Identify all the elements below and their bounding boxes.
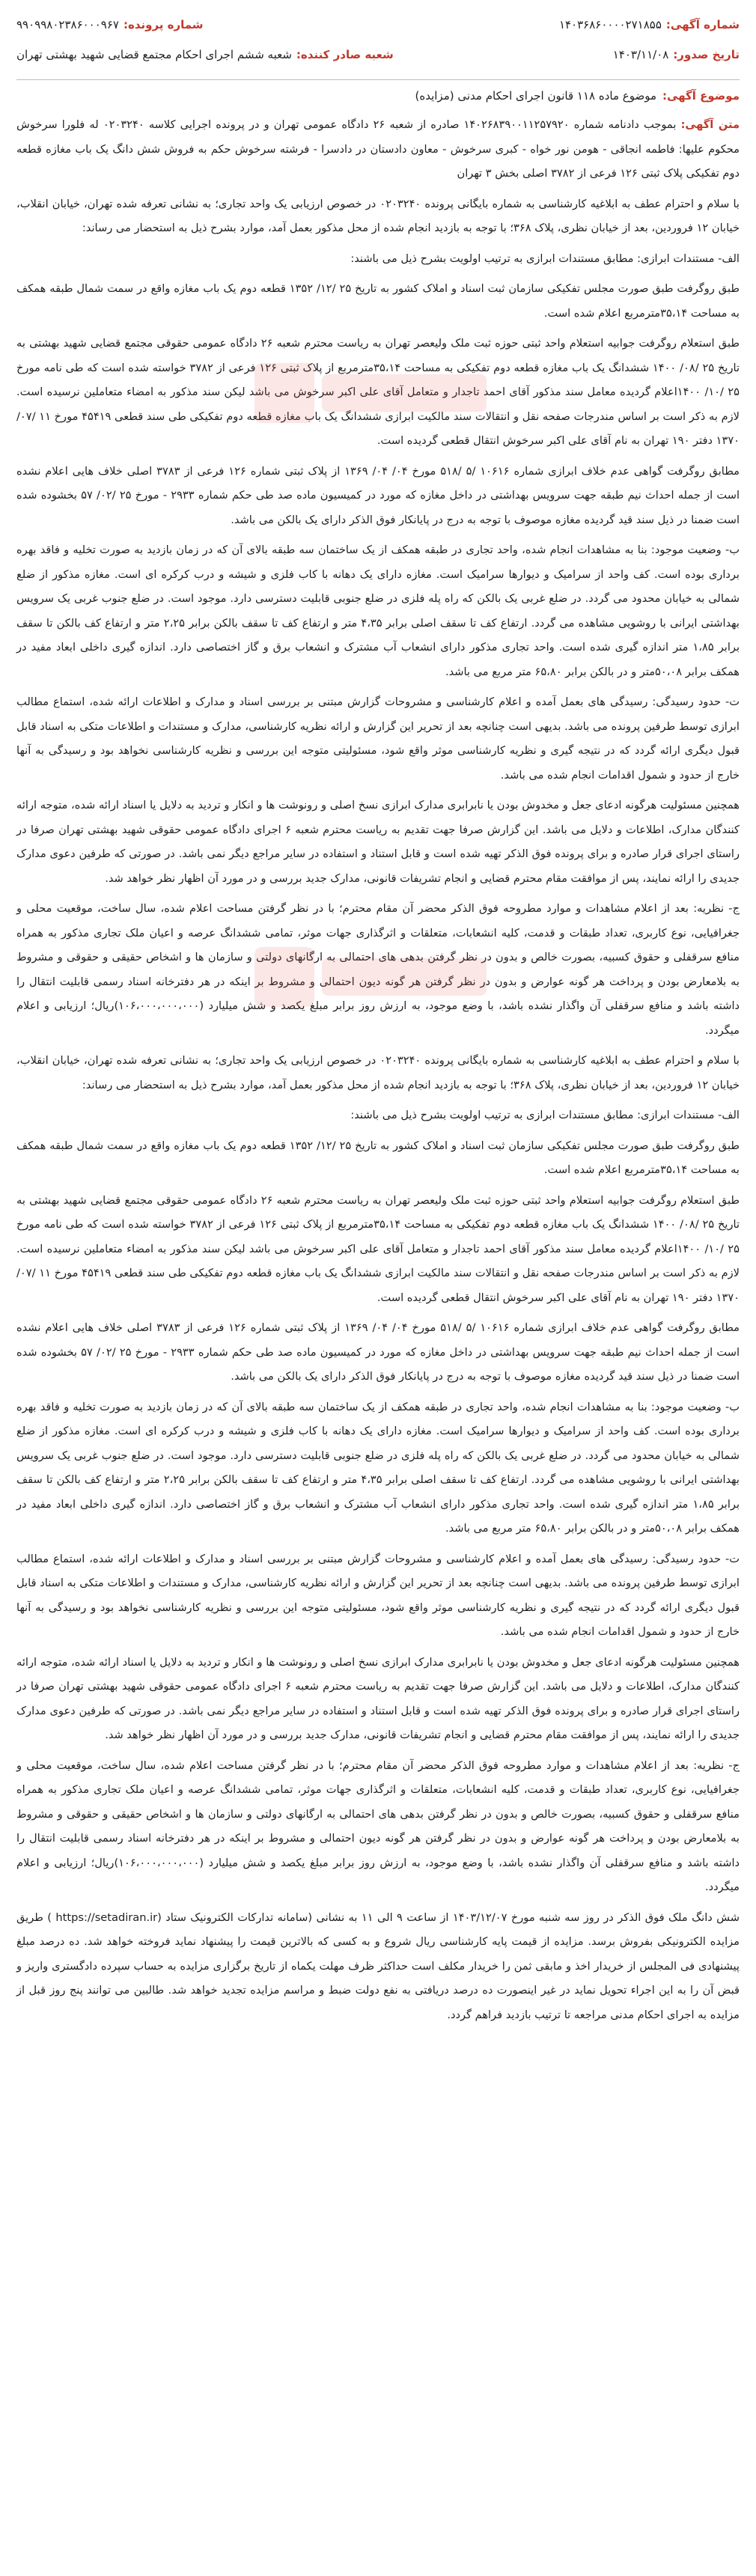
body-paragraph: طبق استعلام روگرفت جوابیه استعلام واحد ثبتی حوزه ثبت ملک ولیعصر تهران به ریاست محترم شعبه ۲۶ دادگاه عمومی حقوقی مجتمع قضایی شهید بهشتی به تاریخ ۲۵ /۰۸/ ۱۴۰۰ ششدانگ یک باب مغازه قطعه دوم تفکیکی به مساحت ۳۵،۱۴مترمربع از پلاک ثبتی ۱۲۶ فرعی از ۳۷۸۲ خواسته شده است که طی نامه مورخ ۲۵ /۱۰/ ۱۴۰۰اعلام گردیده معامل سند مذکور آقای احمد تاجدار و متعامل آقای علی اکبر سرخوش می باشد لیکن سند مذکور به امضاء متعاملین نرسیده است. لازم به ذکر است بر اساس مندرجات صفحه نقل و انتقالات سند مالکیت ابرازی ششدانگ یک باب مغازه قطعه دوم تفکیکی طی سند قطعی ۴۵۴۱۹ مورخ ۱۱ /۰۷/ ۱۳۷۰ دفتر ۱۹۰ تهران به نام آقای علی اکبر سرخوش انتقال قطعی گردیده است. (16, 337, 740, 447)
tracking-number-label: شماره پرونده: (123, 18, 204, 31)
body-paragraph: ت- حدود رسیدگی: رسیدگی های بعمل آمده و اعلام کارشناسی و مشروحات گزارش مبتنی بر بررسی اسناد و مدارک و اطلاعات ارائه شده، استماع مطالب ابرازی توسط طرفین پرونده می باشد. بدیهی است چنانچه بعد از تحریر این گزارش و ارائه نظریه کارشناسی، مدارک و مستندات و اطلاعات متکی به اسناد قابل قبول دیگری ارائه گردد که در نتیجه گیری و نظریه کارشناسی موثر واقع شود، مسئولیتی متوجه این بررسی و نظریه کارشناسی نخواهد بود و رسیدگی به آنها خارج از حدود و شمول اقدامات انجام شده می باشد. (16, 1552, 740, 1638)
issuer-label: شعبه صادر کننده: (296, 48, 394, 61)
body-paragraph: با سلام و احترام عطف به ابلاغیه کارشناسی به شماره بایگانی پرونده ۰۲۰۳۲۴۰ در خصوص ارزیابی یک واحد تجاری؛ به نشانی تعرفه شده تهران، خیابان انقلاب، خیابان ۱۲ فروردین، بعد از خیابان نظری، پلاک ۳۶۸؛ با توجه به بازدید انجام شده از محل مذکور بعمل آمد، موارد بشرح ذیل به استحضار می رساند: (16, 1054, 740, 1091)
body-paragraph: مطابق روگرفت گواهی عدم خلاف ابرازی شماره ۱۰۶۱۶ /۵ /۵۱۸ مورخ ۰۴/ ۰۴/ ۱۳۶۹ از پلاک ثبتی شماره ۱۲۶ فرعی از ۳۷۸۳ اصلی خلاف هایی اعلام نشده است از جمله احداث نیم طبقه جهت سرویس بهداشتی در داخل مغازه که مورد در کمیسیون ماده صد طی حکم شماره ۲۹۳۳ - مورخ ۲۵ /۰۲/ ۵۷ بخشوده شده است ضمنا در ذیل سند قید گردیده مغازه موصوف با توجه به درج در پایانکار فوق الذکر دارای یک بالکن می باشد. (16, 1321, 740, 1383)
issue-date-label: تاریخ صدور: (673, 48, 740, 61)
header-row-2 (16, 48, 740, 67)
subject-label: موضوع آگهی: (662, 89, 740, 103)
subject-value: موضوع ماده ۱۱۸ قانون اجرای احکام مدنی (مزایده) (415, 89, 656, 103)
body-paragraph: الف- مستندات ابرازی: مطابق مستندات ابرازی به ترتیب اولویت بشرح ذیل می باشند: (350, 252, 740, 265)
body-paragraph (16, 113, 740, 186)
issue-date-value: ۱۴۰۳/۱۱/۰۸ (612, 48, 669, 61)
announcement-body (16, 113, 740, 2027)
body-paragraph: طبق استعلام روگرفت جوابیه استعلام واحد ثبتی حوزه ثبت ملک ولیعصر تهران به ریاست محترم شعبه ۲۶ دادگاه عمومی حقوقی مجتمع قضایی شهید بهشتی به تاریخ ۲۵ /۰۸/ ۱۴۰۰ ششدانگ یک باب مغازه قطعه دوم تفکیکی به مساحت ۳۵،۱۴مترمربع از پلاک ثبتی ۱۲۶ فرعی از ۳۷۸۲ خواسته شده است که طی نامه مورخ ۲۵ /۱۰/ ۱۴۰۰اعلام گردیده معامل سند مذکور آقای احمد تاجدار و متعامل آقای علی اکبر سرخوش می باشد لیکن سند مذکور به امضاء متعاملین نرسیده است. لازم به ذکر است بر اساس مندرجات صفحه نقل و انتقالات سند مالکیت ابرازی ششدانگ یک باب مغازه قطعه دوم تفکیکی طی سند قطعی ۴۵۴۱۹ مورخ ۱۱ /۰۷/ ۱۳۷۰ دفتر ۱۹۰ تهران به نام آقای علی اکبر سرخوش انتقال قطعی گردیده است. (16, 1193, 740, 1304)
issuer (16, 48, 394, 61)
body-paragraph: الف- مستندات ابرازی: مطابق مستندات ابرازی به ترتیب اولویت بشرح ذیل می باشند: (350, 1109, 740, 1121)
announcement-subject (16, 89, 740, 103)
tracking-number (16, 18, 204, 31)
issuer-value: شعبه ششم اجرای احکام مجتمع قضایی شهید بهشتی تهران (16, 48, 292, 61)
body-paragraph: همچنین مسئولیت هرگونه ادعای جعل و مخدوش بودن یا نابرابری مدارک ابرازی نسخ اصلی و رونوشت ها و انکار و تردید به دلایل یا اسناد ارائه شده، متوجه ارائه کنندگان مدارک، اطلاعات و دلایل می باشد. این گزارش صرفا جهت تقدیم به ریاست محترم شعبه ۶ اجرای دادگاه عمومی حقوقی شهید بهشتی تهران صرفا در راستای اجرای قرار صادره و برای پرونده فوق الذکر تهیه شده است و قابل استناد و استفاده در سایر مراجع دیگر نمی باشد. در صورتی که طرفین دعوی مدارک جدیدی را ارائه نمایند، پس از موافقت مقام محترم قضایی و انجام تشریفات قانونی، مدارک جدید بررسی و در مورد آن اظهار نظر خواهد شد. (16, 1655, 740, 1741)
ad-number-label: شماره آگهی: (665, 18, 740, 31)
body-paragraph: طبق روگرفت طبق صورت مجلس تفکیکی سازمان ثبت اسناد و املاک کشور به تاریخ ۲۵ /۱۲/ ۱۳۵۲ قطعه دوم یک باب مغازه واقع در سمت شمال طبقه همکف به مساحت ۳۵،۱۴مترمربع اعلام شده است. (16, 282, 740, 320)
body-paragraph-text: بموجب دادنامه شماره ۱۴۰۲۶۸۳۹۰۰۱۱۲۵۷۹۲۰ صادره از شعبه ۲۶ دادگاه عمومی تهران و در پرونده اجرایی کلاسه ۰۲۰۳۲۴۰ له فلورا سرخوش محکوم علیها: فاطمه انجاقی - هومن نور خواه - کبری سرخوش - معاون دادستان در دادسرا - فرشته سرخوش حکم به فروش شش دانگ یک باب مغازه قطعه دوم تفکیکی پلاک ثبتی ۱۲۶ فرعی از ۳۷۸۲ اصلی بخش ۳ تهران (16, 118, 740, 180)
ad-number (559, 18, 740, 31)
body-paragraph: ت- حدود رسیدگی: رسیدگی های بعمل آمده و اعلام کارشناسی و مشروحات گزارش مبتنی بر بررسی اسناد و مدارک و اطلاعات ارائه شده، استماع مطالب ابرازی توسط طرفین پرونده می باشد. بدیهی است چنانچه بعد از تحریر این گزارش و ارائه نظریه کارشناسی، مدارک و مستندات و اطلاعات متکی به اسناد قابل قبول دیگری ارائه گردد که در نتیجه گیری و نظریه کارشناسی موثر واقع شود، مسئولیتی متوجه این بررسی و نظریه کارشناسی نخواهد بود و رسیدگی به آنها خارج از حدود و شمول اقدامات انجام شده می باشد. (16, 695, 740, 782)
body-paragraph: ج- نظریه: بعد از اعلام مشاهدات و موارد مطروحه فوق الذکر محضر آن مقام محترم؛ با در نظر گرفتن مساحت اعلام شده، سال ساخت، موقعیت محلی و جغرافیایی، نوع کاربری، تعداد طبقات و قدمت، کلیه انشعابات، متعلقات و اثرگذاری جهات موثر، تمامی ششدانگ عرصه و اعیان ملک تجاری مذکور به همراه منافع سرقفلی و حقوق کسبیه، بصورت خالص و بدون در نظر گرفتن بدهی های احتمالی به ارگانهای دولتی و سازمان ها و اشخاص حقیقی و حقوقی و مشروط به بلامعارض بودن و پرداخت هر گونه عوارض و بدون در نظر گرفتن هر گونه دیون احتمالی و مشروط بر اینکه در هر دفترخانه اسناد رسمی قابلیت انتقال را داشته باشد و منافع سرقفلی آن واگذار نشده باشد، با وضع موجود، به ارزش روز برابر مبلغ یکصد و شش میلیارد (۱۰۶،۰۰۰،۰۰۰،۰۰۰)ریال؛ ارزیابی و اعلام میگردد. (16, 902, 740, 1037)
body-paragraph: ب- وضعیت موجود: بنا به مشاهدات انجام شده، واحد تجاری در طبقه همکف از یک ساختمان سه طبقه بالای آن که در زمان بازدید به صورت تخلیه و فاقد بهره برداری بوده است. کف واحد از سرامیک و دیوارها سرامیک است. مغازه دارای یک دهانه با کاب فلزی و شیشه و درب کرکره ای است. مغازه مذکور از ضلع شمالی به خیابان محدود می گردد. در ضلع غربی یک بالکن که راه پله فلزی در ضلع جنوبی قابلیت دسترسی دارد. موجود است. در ضلع جنوب غربی یک سرویس بهداشتی ایرانی با روشویی مشاهده می گردد. ارتفاع کف تا سقف اصلی برابر ۴،۳۵ متر و ارتفاع کف تا سقف بالکن برابر ۲،۲۵ متر و ارتفاع کف بالکن تا سقف برابر ۱،۸۵ متر اندازه گیری شده است. واحد تجاری مذکور دارای انشعاب آب مشترک و انشعاب برق و گاز اختصاصی دارد. اندازه گیری داخلی ابعاد مفید در همکف برابر ۵۰،۰۸متر و در بالکن برابر ۶۵،۸۰ متر مربع می باشد. (16, 1400, 740, 1535)
announcement-header (16, 13, 740, 80)
issue-date (613, 48, 740, 61)
tracking-number-value: ۹۹۰۹۹۸۰۲۳۸۶۰۰۰۹۶۷ (16, 18, 119, 31)
body-paragraph: مطابق روگرفت گواهی عدم خلاف ابرازی شماره ۱۰۶۱۶ /۵ /۵۱۸ مورخ ۰۴/ ۰۴/ ۱۳۶۹ از پلاک ثبتی شماره ۱۲۶ فرعی از ۳۷۸۳ اصلی خلاف هایی اعلام نشده است از جمله احداث نیم طبقه جهت سرویس بهداشتی در داخل مغازه که مورد در کمیسیون ماده صد طی حکم شماره ۲۹۳۳ - مورخ ۲۵ /۰۲/ ۵۷ بخشوده شده است ضمنا در ذیل سند قید گردیده مغازه موصوف با توجه به درج در پایانکار فوق الذکر دارای یک بالکن می باشد. (16, 464, 740, 526)
body-paragraph: همچنین مسئولیت هرگونه ادعای جعل و مخدوش بودن یا نابرابری مدارک ابرازی نسخ اصلی و رونوشت ها و انکار و تردید به دلایل یا اسناد ارائه شده، متوجه ارائه کنندگان مدارک، اطلاعات و دلایل می باشد. این گزارش صرفا جهت تقدیم به ریاست محترم شعبه ۶ اجرای دادگاه عمومی حقوقی شهید بهشتی تهران صرفا در راستای اجرای قرار صادره و برای پرونده فوق الذکر تهیه شده است و قابل استناد و استفاده در سایر مراجع دیگر نمی باشد. در صورتی که طرفین دعوی مدارک جدیدی را ارائه نمایند، پس از موافقت مقام محترم قضایی و انجام تشریفات قانونی، مدارک جدید بررسی و در مورد آن اظهار نظر خواهد شد. (16, 799, 740, 885)
body-paragraph: با سلام و احترام عطف به ابلاغیه کارشناسی به شماره بایگانی پرونده ۰۲۰۳۲۴۰ در خصوص ارزیابی یک واحد تجاری؛ به نشانی تعرفه شده تهران، خیابان انقلاب، خیابان ۱۲ فروردین، بعد از خیابان نظری، پلاک ۳۶۸؛ با توجه به بازدید انجام شده از محل مذکور بعمل آمد، موارد بشرح ذیل به استحضار می رساند: (16, 197, 740, 234)
body-paragraph: طبق روگرفت طبق صورت مجلس تفکیکی سازمان ثبت اسناد و املاک کشور به تاریخ ۲۵ /۱۲/ ۱۳۵۲ قطعه دوم یک باب مغازه واقع در سمت شمال طبقه همکف به مساحت ۳۵،۱۴مترمربع اعلام شده است. (16, 1139, 740, 1176)
body-paragraph: ج- نظریه: بعد از اعلام مشاهدات و موارد مطروحه فوق الذکر محضر آن مقام محترم؛ با در نظر گرفتن مساحت اعلام شده، سال ساخت، موقعیت محلی و جغرافیایی، نوع کاربری، تعداد طبقات و قدمت، کلیه انشعابات، متعلقات و اثرگذاری جهات موثر، تمامی ششدانگ عرصه و اعیان ملک تجاری مذکور به همراه منافع سرقفلی و حقوق کسبیه، بصورت خالص و بدون در نظر گرفتن بدهی های احتمالی به ارگانهای دولتی و سازمان ها و اشخاص حقیقی و حقوقی و مشروط به بلامعارض بودن و پرداخت هر گونه عوارض و بدون در نظر گرفتن هر گونه دیون احتمالی و مشروط بر اینکه در هر دفترخانه اسناد رسمی قابلیت انتقال را داشته باشد و منافع سرقفلی آن واگذار نشده باشد، با وضع موجود، به ارزش روز برابر مبلغ یکصد و شش میلیارد (۱۰۶،۰۰۰،۰۰۰،۰۰۰)ریال؛ ارزیابی و اعلام میگردد. (16, 1759, 740, 1893)
body-paragraph: شش دانگ ملک فوق الذکر در روز سه شنبه مورخ ۱۴۰۳/۱۲/۰۷ از ساعت ۹ الی ۱۱ به نشانی (سامانه تدارکات الکترونیک ستاد (https://setadiran.ir ) طریق مزایده الکترونیکی بفروش برسد. مزایده از قیمت پایه کارشناسی ریال شروع و به کسی که بالاترین قیمت را پیشنهاد نماید فروخته خواهد شد. ده درصد مبلغ پیشنهادی فی المجلس از خریدار اخذ و مابقی ثمن را خریدار مکلف است حداکثر ظرف مهلت یکماه از تاریخ برگزاری مزایده به حساب سپرده دادگستری واریز و قبض آن را به این اجراء تحویل نماید در غیر اینصورت ده درصد دریافتی به نفع دولت ضبط و مراسم مزایده تجدید خواهد شد. طالبین می توانند پنج روز قبل از مزایده به اجرای احکام مدنی مراجعه تا ترتیب بازدید فراهم گردد. (16, 1910, 740, 2021)
body-text-label: متن آگهی: (680, 118, 740, 131)
header-row-1 (16, 18, 740, 37)
ad-number-value: ۱۴۰۳۶۸۶۰۰۰۰۲۷۱۸۵۵ (558, 18, 662, 31)
body-paragraph: ب- وضعیت موجود: بنا به مشاهدات انجام شده، واحد تجاری در طبقه همکف از یک ساختمان سه طبقه بالای آن که در زمان بازدید به صورت تخلیه و فاقد بهره برداری بوده است. کف واحد از سرامیک و دیوارها سرامیک است. مغازه دارای یک دهانه با کاب فلزی و شیشه و درب کرکره ای است. مغازه مذکور از ضلع شمالی به خیابان محدود می گردد. در ضلع غربی یک بالکن که راه پله فلزی در ضلع جنوبی قابلیت دسترسی دارد. موجود است. در ضلع جنوب غربی یک سرویس بهداشتی ایرانی با روشویی مشاهده می گردد. ارتفاع کف تا سقف اصلی برابر ۴،۳۵ متر و ارتفاع کف تا سقف بالکن برابر ۲،۲۵ متر و ارتفاع کف بالکن تا سقف برابر ۱،۸۵ متر اندازه گیری شده است. واحد تجاری مذکور دارای انشعاب آب مشترک و انشعاب برق و گاز اختصاصی دارد. اندازه گیری داخلی ابعاد مفید در همکف برابر ۵۰،۰۸متر و در بالکن برابر ۶۵،۸۰ متر مربع می باشد. (16, 543, 740, 678)
